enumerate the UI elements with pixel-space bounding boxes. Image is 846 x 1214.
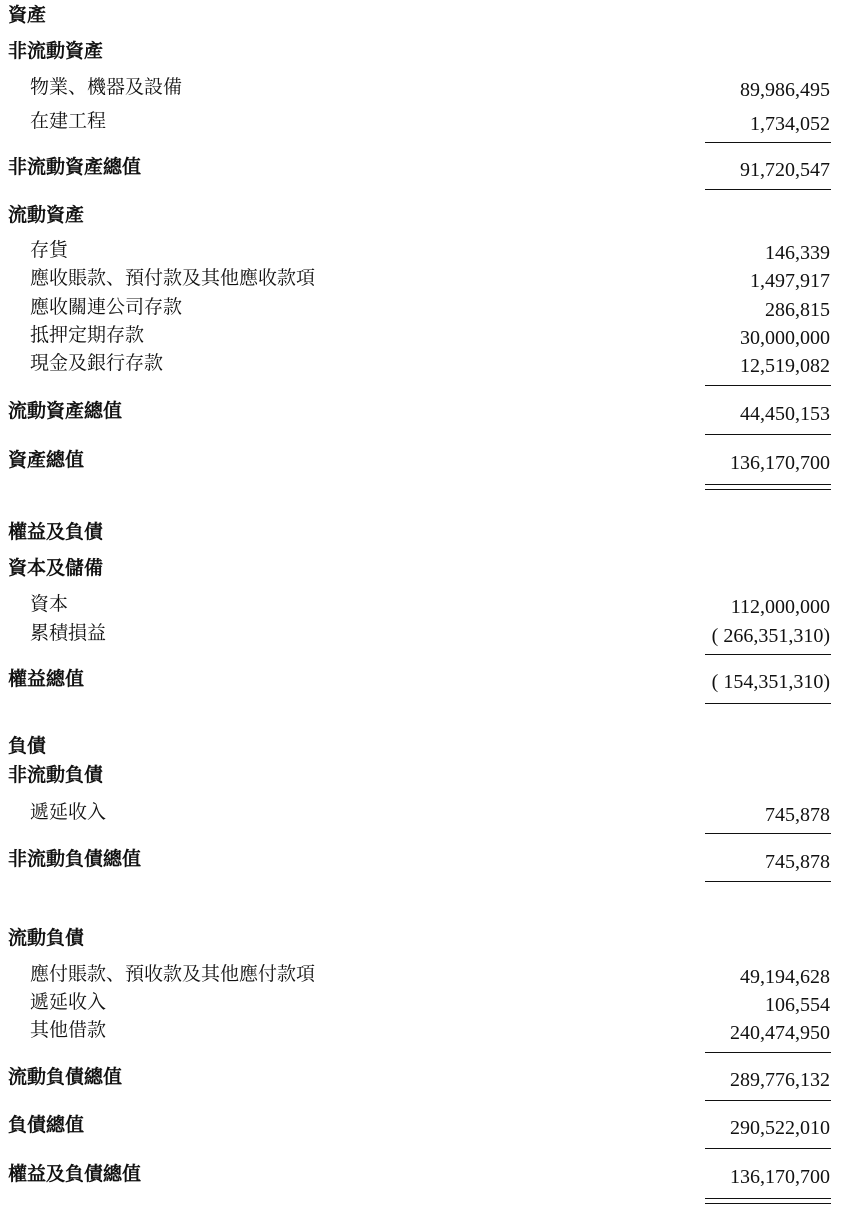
line-item-value: 49,194,628 bbox=[740, 966, 830, 988]
line-item-value: 240,474,950 bbox=[730, 1022, 830, 1044]
line-item-value: 106,554 bbox=[765, 994, 830, 1016]
subtotal-rule bbox=[705, 1052, 831, 1053]
liabilities-title: 負債 bbox=[8, 735, 47, 757]
non-current-liabilities-heading: 非流動負債 bbox=[8, 764, 104, 786]
double-rule-bottom bbox=[705, 489, 831, 490]
line-item-value: 1,734,052 bbox=[750, 113, 830, 135]
grand-total-label: 權益及負債總值 bbox=[8, 1163, 142, 1185]
line-item-label: 遞延收入 bbox=[30, 991, 107, 1013]
total-rule bbox=[705, 189, 831, 190]
total-liabilities-label: 負債總值 bbox=[8, 1114, 85, 1136]
non-current-liabilities-total-label: 非流動負債總值 bbox=[8, 848, 142, 870]
line-item-value: 745,878 bbox=[765, 804, 830, 826]
line-item-value: 89,986,495 bbox=[740, 79, 830, 101]
total-assets-label: 資產總值 bbox=[8, 449, 85, 471]
total-assets-value: 136,170,700 bbox=[730, 452, 830, 474]
subtotal-rule bbox=[705, 142, 831, 143]
double-rule-top bbox=[705, 484, 831, 485]
non-current-assets-total-label: 非流動資產總值 bbox=[8, 156, 142, 178]
current-liabilities-total-value: 289,776,132 bbox=[730, 1069, 830, 1091]
line-item-label: 物業、機器及設備 bbox=[30, 76, 183, 98]
line-item-label: 應收關連公司存款 bbox=[30, 296, 183, 318]
line-item-label: 在建工程 bbox=[30, 110, 107, 132]
assets-title: 資產 bbox=[8, 4, 47, 26]
line-item-label: 抵押定期存款 bbox=[30, 324, 145, 346]
line-item-value: 12,519,082 bbox=[740, 355, 830, 377]
total-rule bbox=[705, 434, 831, 435]
line-item-label: 存貨 bbox=[30, 239, 69, 261]
equity-liabilities-title: 權益及負債 bbox=[8, 521, 104, 543]
equity-heading: 資本及儲備 bbox=[8, 557, 104, 579]
line-item-value: 286,815 bbox=[765, 299, 830, 321]
line-item-value: 146,339 bbox=[765, 242, 830, 264]
total-rule bbox=[705, 703, 831, 704]
line-item-value: 30,000,000 bbox=[740, 327, 830, 349]
line-item-label: 應付賬款、預收款及其他應付款項 bbox=[30, 963, 316, 985]
total-rule bbox=[705, 881, 831, 882]
line-item-value: 112,000,000 bbox=[730, 596, 830, 618]
current-assets-total-label: 流動資產總值 bbox=[8, 400, 123, 422]
total-rule bbox=[705, 1148, 831, 1149]
total-liabilities-value: 290,522,010 bbox=[730, 1117, 830, 1139]
line-item-value: 1,497,917 bbox=[750, 270, 830, 292]
current-assets-heading: 流動資產 bbox=[8, 204, 85, 226]
double-rule-top bbox=[705, 1198, 831, 1199]
subtotal-rule bbox=[705, 385, 831, 386]
grand-total-value: 136,170,700 bbox=[730, 1166, 830, 1188]
subtotal-rule bbox=[705, 833, 831, 834]
total-equity-value: ( 154,351,310) bbox=[711, 671, 830, 693]
non-current-assets-total-value: 91,720,547 bbox=[740, 159, 830, 181]
total-equity-label: 權益總值 bbox=[8, 668, 85, 690]
line-item-label: 累積損益 bbox=[30, 622, 107, 644]
non-current-liabilities-total-value: 745,878 bbox=[765, 851, 830, 873]
current-liabilities-heading: 流動負債 bbox=[8, 927, 85, 949]
line-item-label: 應收賬款、預付款及其他應收款項 bbox=[30, 267, 316, 289]
non-current-assets-heading: 非流動資產 bbox=[8, 40, 104, 62]
line-item-label: 現金及銀行存款 bbox=[30, 352, 164, 374]
total-rule bbox=[705, 1100, 831, 1101]
line-item-value: ( 266,351,310) bbox=[711, 625, 830, 647]
line-item-label: 遞延收入 bbox=[30, 801, 107, 823]
subtotal-rule bbox=[705, 654, 831, 655]
line-item-label: 其他借款 bbox=[30, 1019, 107, 1041]
current-assets-total-value: 44,450,153 bbox=[740, 403, 830, 425]
line-item-label: 資本 bbox=[30, 593, 69, 615]
double-rule-bottom bbox=[705, 1203, 831, 1204]
current-liabilities-total-label: 流動負債總值 bbox=[8, 1066, 123, 1088]
